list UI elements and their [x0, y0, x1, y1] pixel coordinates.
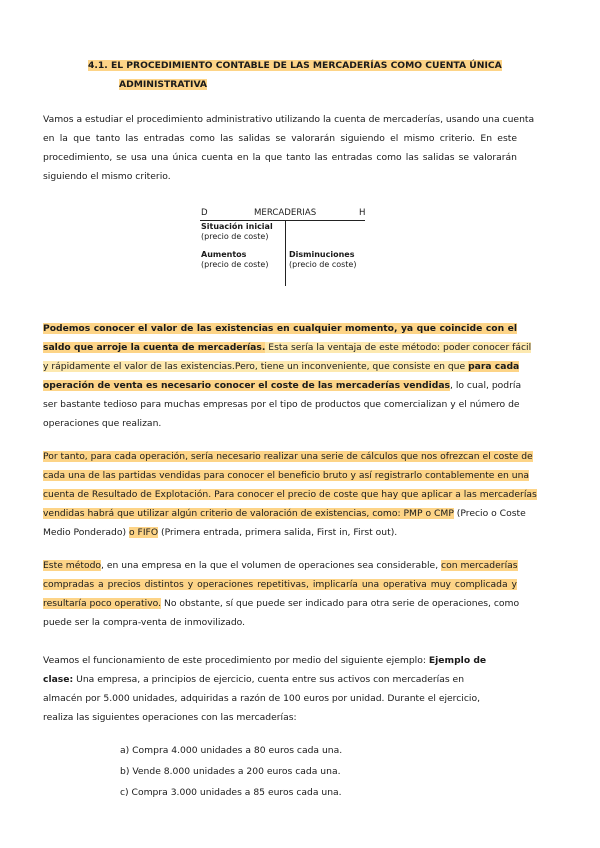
p3-line-1	[43, 447, 533, 466]
p2-text-2: Esta sería la ventaja de este método: poder conocer fácil	[265, 342, 532, 353]
list-item: b) Vende 8.000 unidades a 200 euros cada una.	[120, 766, 341, 777]
account-title: MERCADERIAS	[254, 208, 317, 218]
operations-list	[120, 740, 420, 803]
p5-line-3: almacén por 5.000 unidades, adquiridas a razón de 100 euros por unidad. Durante el ejercicio,	[43, 693, 481, 704]
t-account-horizontal-rule	[200, 220, 365, 221]
example-paragraph	[43, 651, 487, 727]
intro-line: en la que tanto las entradas como las salidas se valorarán siguiendo el mismo criterio. En este	[43, 133, 517, 144]
p2-line-4	[43, 376, 522, 395]
p5-line-1	[43, 651, 487, 670]
p3-line-4	[43, 504, 526, 523]
credit-label: H	[359, 208, 366, 218]
intro-line: Vamos a estudiar el procedimiento administrativo utilizando la cuenta de mercaderías, usando una cuenta	[43, 114, 535, 125]
p4-text-2: compradas a precios distintos y operaciones repetitivas, implicaría una operativa muy complicada y	[43, 579, 517, 590]
p3-text-5b: o FIFO	[129, 527, 159, 538]
heading-line-2: ADMINISTRATIVA	[119, 79, 208, 90]
decrease-entry	[289, 250, 356, 270]
section-heading	[88, 56, 518, 94]
debit-label: D	[201, 208, 208, 218]
p3-text-2: cada una de las partidas vendidas para conocer el beneficio bruto y así registrarlo contablemente en una	[43, 470, 530, 481]
p3-line-2	[43, 466, 530, 485]
list-item: a) Compra 4.000 unidades a 80 euros cada una.	[120, 745, 343, 756]
increase-entry	[201, 250, 268, 270]
p2-line-2	[43, 338, 532, 357]
p5-text-1a: Veamos el funcionamiento de este procedimiento por medio del siguiente ejemplo:	[43, 655, 429, 666]
initial-label: Situación inicial	[201, 222, 273, 231]
p3-text-4b: (Precio o Coste	[453, 508, 526, 519]
p3-text-5c: (Primera entrada, primera salida, First in, First out).	[158, 527, 398, 538]
decrease-label: Disminuciones	[289, 250, 355, 259]
p2-line-5: ser bastante tedioso para muchas empresas por el tipo de productos que comercializan y el número de	[43, 399, 520, 410]
increase-note: (precio de coste)	[201, 260, 269, 269]
t-account-header	[200, 208, 365, 220]
p4-text-1c: con mercaderías	[441, 560, 518, 571]
intro-line: siguiendo el mismo criterio.	[43, 171, 171, 182]
p2-line-1	[43, 319, 517, 338]
p5-text-2b: Una empresa, a principios de ejercicio, cuenta entre sus activos con mercaderías en	[73, 674, 465, 685]
p2-bold-1: Podemos conocer el valor de las existencias en cualquier momento, ya que coincide con el	[43, 323, 517, 334]
p2-line-6: operaciones que realizan.	[43, 418, 162, 429]
p5-line-2	[43, 670, 473, 689]
p5-bold-2: clase:	[43, 674, 74, 685]
p4-line-1	[43, 556, 517, 575]
p4-text-1b: , en una empresa en la que el volumen de operaciones sea considerable,	[101, 560, 442, 571]
p3-line-5	[43, 523, 517, 542]
p4-text-3a: resultaría poco operativo.	[43, 598, 162, 609]
t-account-mercaderias	[200, 208, 365, 280]
p4-text-1a: Este método	[43, 560, 102, 571]
cost-paragraph	[43, 447, 537, 542]
intro-line: procedimiento, se usa una única cuenta en la que tanto las entradas como las salidas se valorarán	[43, 152, 517, 163]
increase-label: Aumentos	[201, 250, 247, 259]
p2-bold-3: para cada	[468, 361, 520, 372]
list-item: c) Compra 3.000 unidades a 85 euros cada una.	[120, 787, 342, 798]
p3-line-3	[43, 485, 537, 504]
advantage-paragraph	[43, 319, 532, 433]
p2-line-3	[43, 357, 520, 376]
intro-paragraph	[43, 110, 535, 186]
p3-text-4: vendidas habrá que utilizar algún criterio de valoración de existencias, como: PMP o CMP	[43, 508, 454, 519]
p2-bold-4: operación de venta es necesario conocer el coste de las mercaderías vendidas	[43, 380, 450, 391]
p3-text-5a: Medio Ponderado)	[43, 527, 130, 538]
p2-text-3: y rápidamente el valor de las existencias.Pero, tiene un inconveniente, que consiste en que	[43, 361, 469, 372]
p3-text-3: cuenta de Resultado de Explotación. Para conocer el precio de coste que hay que aplicar a las mercaderías	[43, 489, 537, 500]
p2-bold-2: saldo que arroje la cuenta de mercaderías.	[43, 342, 266, 353]
p4-line-3	[43, 594, 520, 613]
p4-line-2	[43, 575, 517, 594]
decrease-note: (precio de coste)	[289, 260, 357, 269]
drawback-paragraph	[43, 556, 520, 632]
p4-line-4: puede ser la compra-venta de inmovilizado.	[43, 617, 246, 628]
p2-text-4: , lo cual, podría	[450, 380, 522, 391]
p3-text-1: Por tanto, para cada operación, sería necesario realizar una serie de cálculos que nos ofrezcan el coste de	[43, 451, 533, 462]
p5-bold-1: Ejemplo de	[428, 655, 487, 666]
p4-text-3b: No obstante, sí que puede ser indicado para otra serie de operaciones, como	[161, 598, 520, 609]
t-account-vertical-rule	[285, 220, 286, 286]
p5-line-4: realiza las siguientes operaciones con las mercaderías:	[43, 712, 297, 723]
initial-entry	[201, 222, 273, 242]
initial-note: (precio de coste)	[201, 232, 269, 241]
heading-line-1: 4.1. EL PROCEDIMIENTO CONTABLE DE LAS MERCADERÍAS COMO CUENTA ÚNICA	[88, 60, 502, 71]
